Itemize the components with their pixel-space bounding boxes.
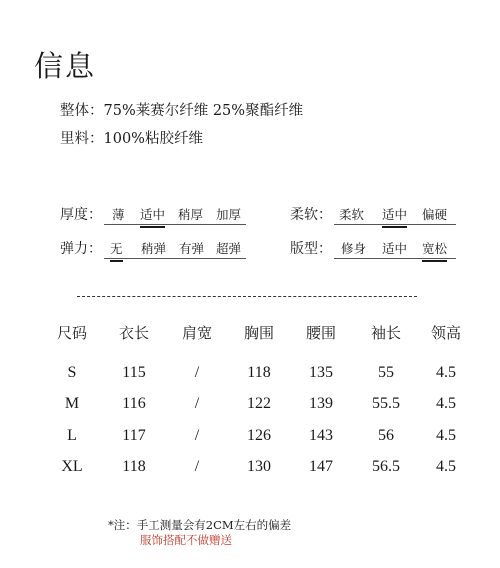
header-waist: 腰围 — [305, 324, 336, 342]
cell-size: S — [67, 364, 77, 381]
cell-collar: 4.5 — [436, 364, 456, 381]
cell-collar: 4.5 — [436, 427, 456, 444]
header-collar: 领高 — [430, 324, 461, 342]
thickness-label: 厚度： — [60, 207, 102, 223]
fit-option-slim: 修身 — [341, 241, 367, 256]
cell-size: M — [64, 395, 80, 412]
fit-option-medium: 适中 — [382, 241, 408, 256]
softness-option-medium: 适中 — [382, 205, 407, 226]
cell-shoulder: / — [194, 427, 200, 444]
elasticity-option-super: 超弹 — [216, 241, 242, 256]
softness-option-hard: 偏硬 — [422, 207, 448, 222]
cell-length: 117 — [122, 427, 146, 444]
elasticity-option-slight: 稍弹 — [141, 241, 167, 256]
accessory-note: 服饰搭配不做赠送 — [140, 533, 232, 547]
fit-label: 版型： — [290, 241, 332, 257]
cell-size: XL — [61, 458, 83, 475]
cell-sleeve: 56 — [378, 427, 394, 444]
cell-shoulder: / — [194, 458, 200, 475]
fabric-lining: 里料：100%粘胶纤维 — [60, 131, 203, 147]
cell-sleeve: 56.5 — [372, 458, 400, 475]
elasticity-label: 弹力： — [60, 241, 102, 257]
cell-waist: 139 — [309, 395, 333, 412]
elasticity-option-stretch: 有弹 — [179, 241, 205, 256]
cell-collar: 4.5 — [436, 458, 456, 475]
header-sleeve: 袖长 — [370, 324, 401, 342]
header-length: 衣长 — [118, 324, 149, 342]
header-shoulder: 肩宽 — [181, 324, 212, 342]
softness-label: 柔软： — [290, 207, 332, 223]
thickness-underline — [104, 224, 246, 225]
fit-option-loose: 宽松 — [422, 239, 447, 260]
elasticity-option-none: 无 — [110, 239, 123, 260]
thickness-option-thicker: 稍厚 — [178, 207, 204, 222]
cell-waist: 143 — [309, 427, 333, 444]
cell-shoulder: / — [194, 395, 200, 412]
cell-waist: 147 — [309, 458, 333, 475]
cell-shoulder: / — [194, 364, 200, 381]
cell-chest: 130 — [247, 458, 271, 475]
softness-underline — [334, 224, 456, 225]
cell-length: 116 — [122, 395, 146, 412]
cell-length: 115 — [122, 364, 146, 381]
section-divider — [77, 296, 417, 297]
fit-underline — [334, 258, 456, 259]
page-title: 信息 — [34, 49, 97, 83]
cell-size: L — [67, 427, 77, 444]
cell-collar: 4.5 — [436, 395, 456, 412]
header-chest: 胸围 — [243, 324, 274, 342]
cell-chest: 118 — [247, 364, 271, 381]
cell-length: 118 — [122, 458, 146, 475]
thickness-option-medium: 适中 — [140, 205, 165, 226]
cell-sleeve: 55 — [378, 364, 394, 381]
cell-chest: 122 — [247, 395, 271, 412]
cell-sleeve: 55.5 — [372, 395, 400, 412]
header-size: 尺码 — [56, 324, 87, 342]
softness-option-soft: 柔软 — [339, 207, 365, 222]
fabric-shell: 整体：75%莱赛尔纤维 25%聚酯纤维 — [60, 103, 304, 119]
thickness-option-thick: 加厚 — [216, 207, 242, 222]
cell-waist: 135 — [309, 364, 333, 381]
elasticity-underline — [104, 258, 246, 259]
cell-chest: 126 — [247, 427, 271, 444]
thickness-option-thin: 薄 — [112, 207, 125, 222]
measurement-note: *注：手工测量会有2CM左右的偏差 — [108, 518, 292, 532]
